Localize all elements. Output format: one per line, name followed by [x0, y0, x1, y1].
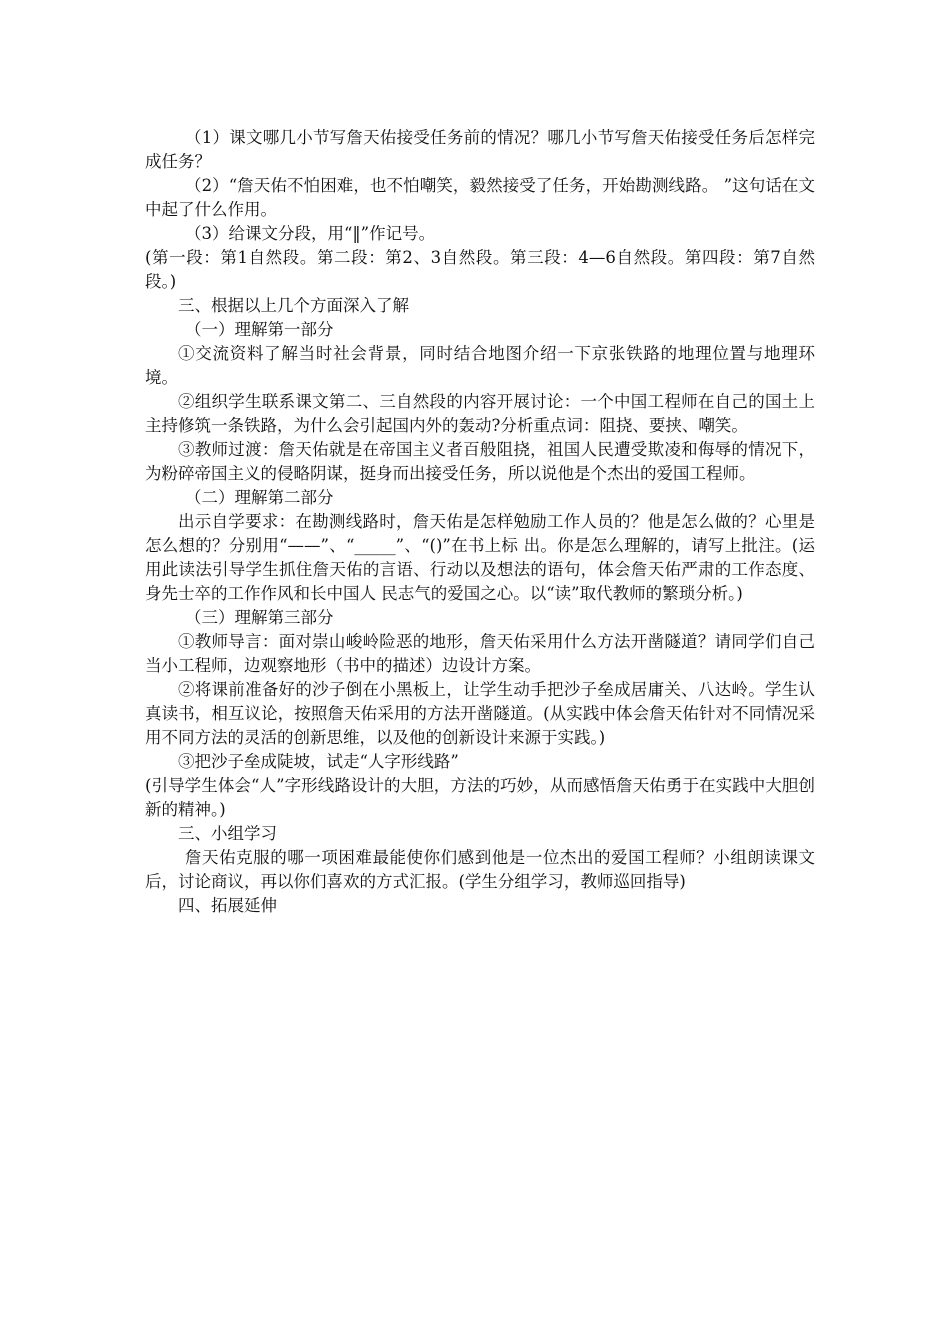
- paragraph-part-two-requirements: 出示自学要求：在勘测线路时，詹天佑是怎样勉励工作人员的？他是怎么做的？心里是怎么想的？分别用“——”、“_____”、“()”在书上标 出。你是怎么理解的，请写上批注。(运用此读法引导学生抓住詹天佑的言语、行动以及想法的语句，体会詹天佑严肃的工作态度、身先士卒的工作作风和长中国人 民志气的爱国之心。以“读”取代教师的繁琐分析。): [145, 512, 815, 603]
- subheading-part-three: （三）理解第三部分: [185, 608, 334, 627]
- paragraph-question-1: （1）课文哪几小节写詹天佑接受任务前的情况？哪几小节写詹天佑接受任务后怎样完成任务？: [145, 128, 815, 171]
- subheading-part-two: （二）理解第二部分: [185, 488, 334, 507]
- document-body: [145, 126, 815, 918]
- paragraph-part-one-item-1: ①交流资料了解当时社会背景，同时结合地图介绍一下京张铁路的地理位置与地理环境。: [145, 344, 815, 387]
- section-heading-group-study: 三、小组学习: [178, 824, 277, 843]
- paragraph-part-three-item-2: ②将课前准备好的沙子倒在小黑板上，让学生动手把沙子垒成居庸关、八达岭。学生认真读书，相互议论，按照詹天佑采用的方法开凿隧道。(从实践中体会詹天佑针对不同情况采用不同方法的灵活的创新思维，以及他的创新设计来源于实践。): [145, 680, 815, 747]
- paragraph-part-three-item-3: ③把沙子垒成陡坡，试走“人字形线路”: [178, 752, 459, 771]
- subheading-part-one: （一）理解第一部分: [185, 320, 334, 339]
- paragraph-question-2: （2）“詹天佑不怕困难，也不怕嘲笑，毅然接受了任务，开始勘测线路。 ”这句话在文中起了什么作用。: [145, 176, 815, 219]
- paragraph-part-three-item-1: ①教师导言：面对崇山峻岭险恶的地形，詹天佑采用什么方法开凿隧道？请同学们自己当小工程师，边观察地形（书中的描述）边设计方案。: [145, 632, 815, 675]
- paragraph-question-3: （3）给课文分段，用“‖”作记号。: [185, 224, 436, 243]
- paragraph-part-one-item-2: ②组织学生联系课文第二、三自然段的内容开展讨论：一个中国工程师在自己的国土上主持修筑一条铁路，为什么会引起国内外的轰动?分析重点词：阻挠、要挟、嘲笑。: [145, 392, 815, 435]
- section-heading-extension: 四、拓展延伸: [178, 896, 277, 915]
- paragraph-part-one-item-3: ③教师过渡：詹天佑就是在帝国主义者百般阻挠，祖国人民遭受欺凌和侮辱的情况下，为粉碎帝国主义的侵略阴谋，挺身而出接受任务，所以说他是个杰出的爱国工程师。: [145, 440, 815, 483]
- paragraph-segmentation-answer: (第一段：第1自然段。第二段：第2、3自然段。第三段：4—6自然段。第四段：第7自然段。): [145, 248, 815, 291]
- paragraph-group-study: 詹天佑克服的哪一项困难最能使你们感到他是一位杰出的爱国工程师？小组朗读课文后，讨论商议，再以你们喜欢的方式汇报。(学生分组学习，教师巡回指导): [145, 848, 815, 891]
- paragraph-part-three-note: (引导学生体会“人”字形线路设计的大胆，方法的巧妙，从而感悟詹天佑勇于在实践中大胆创新的精神。): [145, 776, 815, 819]
- section-heading-deep-understanding: 三、根据以上几个方面深入了解: [178, 296, 409, 315]
